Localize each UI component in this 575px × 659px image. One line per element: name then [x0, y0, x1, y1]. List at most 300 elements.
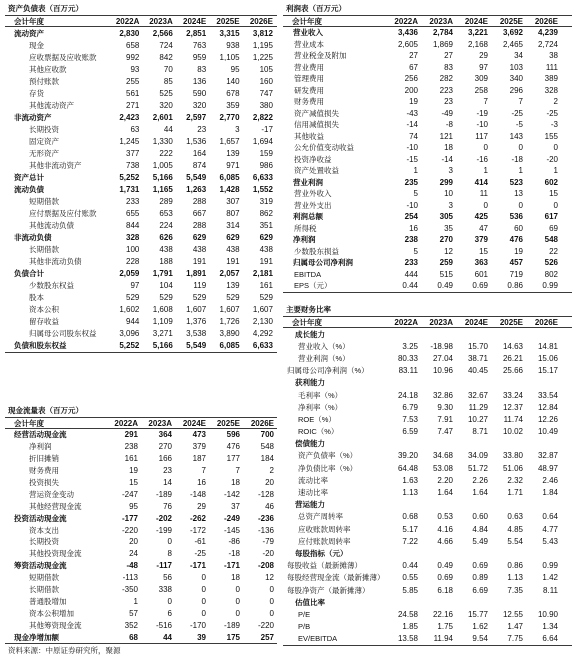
row-value: 164	[192, 148, 207, 158]
row-value: 5.54	[507, 536, 523, 546]
table-row	[283, 365, 572, 377]
row-value: 0.44	[402, 561, 418, 571]
row-value: 1,245	[119, 136, 140, 146]
row-label: 利润总额	[293, 212, 323, 222]
row-value: 0.99	[542, 281, 558, 291]
row-value: 2,724	[537, 39, 558, 49]
row-value: -43	[406, 108, 418, 118]
row-value: -79	[262, 537, 274, 547]
row-value: 351	[259, 221, 273, 231]
row-value: 328	[544, 85, 558, 95]
row-value: 233	[126, 196, 140, 206]
financial-ratios-title: 主要财务比率	[286, 305, 331, 314]
row-label: 长期投资	[29, 124, 59, 134]
row-label: 归属母公司股东权益	[29, 329, 97, 339]
table-row	[5, 220, 277, 232]
row-value: 3,538	[186, 329, 207, 339]
row-label: 非流动资产	[14, 112, 52, 122]
table-row	[283, 462, 572, 474]
row-value: 0.86	[507, 561, 523, 571]
row-value: 3	[448, 200, 453, 210]
row-value: 807	[226, 208, 240, 218]
column-header-year: 2024E	[182, 418, 206, 428]
row-value: -15	[406, 154, 418, 164]
row-value: 40.45	[467, 366, 488, 376]
row-value: 11.74	[503, 414, 523, 424]
table-row	[283, 142, 572, 154]
row-value: 2	[553, 97, 558, 107]
row-value: 187	[192, 454, 206, 464]
row-value: 1,109	[152, 317, 173, 327]
row-value: 380	[259, 100, 273, 110]
row-value: 9.54	[472, 634, 488, 644]
row-value: -247	[121, 489, 138, 499]
row-label: 营业利润（%）	[298, 353, 350, 363]
row-value: 305	[439, 212, 453, 222]
row-value: 2,784	[432, 28, 453, 38]
table-row	[283, 73, 572, 85]
row-value: 0.64	[542, 512, 558, 522]
row-value: -249	[223, 513, 240, 523]
header-label: 会计年度	[292, 317, 322, 327]
row-value: 282	[439, 74, 453, 84]
table-row	[283, 85, 572, 97]
financial-ratios-rows	[283, 328, 572, 646]
row-value: 526	[544, 258, 558, 268]
row-value: 33.24	[502, 390, 523, 400]
row-value: 3,812	[252, 28, 273, 38]
row-value: 309	[474, 74, 488, 84]
row-value: 13	[514, 189, 523, 199]
row-value: 629	[226, 233, 240, 243]
row-label: P/E	[298, 609, 311, 619]
row-label: 净负债比率（%）	[298, 463, 358, 473]
row-label: 投资活动现金流	[14, 513, 67, 523]
row-value: 5,252	[119, 341, 140, 351]
row-value: 26.21	[502, 353, 523, 363]
row-value: 53.08	[432, 463, 453, 473]
row-value: 83	[444, 62, 453, 72]
row-value: 255	[126, 76, 140, 86]
cash-flow-table	[5, 405, 277, 644]
row-value: 235	[404, 177, 418, 187]
row-value: 0	[201, 573, 206, 583]
row-value: 1,428	[219, 184, 240, 194]
row-value: 155	[544, 131, 558, 141]
row-label: 其他筹资现金流	[29, 620, 82, 630]
row-value: 1	[133, 596, 138, 606]
row-value: 5,549	[186, 341, 207, 351]
row-value: 35	[444, 223, 453, 233]
row-value: -20	[262, 549, 274, 559]
row-value: 414	[474, 177, 488, 187]
row-value: 0	[235, 608, 240, 618]
income-statement-rows	[283, 27, 572, 293]
row-label: 营业利润	[293, 177, 323, 187]
row-value: 4,239	[537, 28, 558, 38]
column-header-year: 2024E	[464, 317, 488, 327]
row-value: 379	[192, 442, 206, 452]
table-row	[5, 159, 277, 171]
cash-flow-rows	[5, 429, 277, 644]
section-row	[283, 27, 572, 39]
row-value: 291	[124, 430, 138, 440]
section-row	[283, 257, 572, 269]
row-value: 0.49	[437, 281, 453, 291]
row-label: 财务费用	[294, 97, 324, 107]
row-value: 0	[483, 200, 488, 210]
row-value: -48	[126, 561, 138, 571]
row-value: 95	[230, 64, 240, 74]
row-value: 700	[260, 430, 274, 440]
row-value: 338	[158, 585, 172, 595]
table-row	[5, 244, 277, 256]
row-value: -171	[189, 561, 206, 571]
table-row	[5, 607, 277, 619]
row-value: 328	[126, 233, 140, 243]
row-value: 12.55	[502, 609, 523, 619]
row-value: 12	[444, 246, 453, 256]
row-value: 5.49	[472, 536, 488, 546]
row-label: 预付账款	[29, 76, 59, 86]
row-label: 经营活动现金流	[14, 430, 67, 440]
row-value: 191	[259, 257, 273, 267]
row-label: ROIC（%）	[298, 427, 339, 437]
row-value: 39	[197, 632, 206, 642]
row-value: 724	[159, 40, 173, 50]
row-value: 7.35	[507, 585, 523, 595]
row-label: 无形资产	[29, 148, 59, 158]
table-row	[283, 401, 572, 413]
row-value: 22.16	[432, 609, 453, 619]
row-label: 留存收益	[29, 317, 59, 327]
row-value: 200	[404, 85, 418, 95]
row-value: 10	[444, 189, 453, 199]
row-label: EPS（元）	[294, 281, 332, 291]
row-label: 其他经营现金流	[29, 501, 82, 511]
row-value: 2.20	[437, 475, 453, 485]
row-value: 655	[126, 208, 140, 218]
row-value: 12.84	[537, 402, 558, 412]
row-label: 估值比率	[295, 597, 325, 607]
table-row	[283, 584, 572, 596]
row-value: -170	[189, 620, 206, 630]
row-value: 548	[544, 235, 558, 245]
row-value: -18	[228, 549, 240, 559]
row-value: 83	[197, 64, 207, 74]
row-label: 公允价值变动收益	[294, 143, 354, 153]
row-value: -25	[511, 108, 523, 118]
row-label: 流动资产	[14, 28, 44, 38]
row-value: 0.55	[402, 573, 418, 583]
row-value: 7	[235, 466, 240, 476]
row-label: 归属母公司净利润（%）	[287, 366, 369, 376]
income-statement-title: 利润表（百万元）	[286, 4, 346, 13]
row-value: 438	[192, 245, 207, 255]
row-value: 0.53	[437, 512, 453, 522]
row-value: 27.04	[432, 353, 453, 363]
row-value: 161	[124, 454, 138, 464]
row-value: 2,423	[119, 112, 140, 122]
row-value: 1,195	[252, 40, 273, 50]
table-row	[283, 340, 572, 352]
row-value: 1,608	[152, 305, 173, 315]
row-value: 18	[231, 478, 240, 487]
row-value: 24.18	[397, 390, 418, 400]
row-value: 27	[444, 51, 453, 61]
row-value: 3,692	[502, 28, 523, 38]
row-value: 1,552	[252, 184, 273, 194]
table-row	[5, 584, 277, 596]
row-value: 9.30	[437, 402, 453, 412]
row-value: 0	[553, 143, 558, 153]
row-value: 20	[265, 478, 274, 487]
row-value: 2,465	[502, 39, 523, 49]
row-value: 425	[474, 212, 488, 222]
row-label: 净利率（%）	[298, 402, 343, 412]
row-label: 营业外支出	[294, 200, 332, 210]
column-header-year: 2022A	[394, 317, 418, 327]
row-value: 0.69	[472, 561, 488, 571]
row-value: 2.32	[507, 475, 523, 485]
column-header-year: 2026E	[534, 317, 558, 327]
row-value: 359	[226, 100, 240, 110]
table-row	[5, 488, 277, 500]
row-value: 38.71	[467, 353, 488, 363]
row-value: 874	[192, 160, 207, 170]
row-value: 23	[444, 97, 453, 107]
row-value: 69	[549, 223, 558, 233]
table-row	[283, 108, 572, 120]
row-value: 314	[226, 221, 240, 231]
row-label: 应收票据及应收账款	[29, 52, 97, 62]
row-label: 速动比率	[298, 488, 328, 498]
row-label: 每股指标（元）	[295, 548, 348, 558]
row-value: -189	[155, 489, 172, 499]
row-value: 678	[226, 88, 240, 98]
row-value: -172	[189, 525, 206, 535]
table-row	[283, 560, 572, 572]
table-row	[5, 280, 277, 292]
row-value: -10	[406, 143, 418, 153]
table-row	[283, 165, 572, 177]
row-value: 529	[259, 293, 273, 303]
column-header-year: 2025E	[216, 418, 240, 428]
row-value: 0	[553, 200, 558, 210]
row-value: 6.64	[542, 634, 558, 644]
row-value: 2,130	[252, 317, 273, 327]
row-value: 222	[159, 148, 173, 158]
header-label: 会计年度	[14, 16, 44, 26]
row-value: 1,165	[152, 184, 173, 194]
row-value: 191	[226, 257, 240, 267]
table-row	[5, 87, 277, 99]
row-label: P/B	[298, 622, 311, 632]
cash-flow-title: 现金流量表（百万元）	[8, 406, 83, 415]
row-value: 2,057	[219, 269, 240, 279]
row-value: -128	[257, 489, 274, 499]
table-row	[283, 426, 572, 438]
row-value: 24.58	[397, 609, 418, 619]
table-row	[5, 292, 277, 304]
row-value: 476	[226, 442, 240, 452]
row-value: 719	[509, 269, 523, 279]
row-value: 1.64	[472, 488, 488, 498]
row-label: 负债和股东权益	[14, 341, 67, 351]
row-value: 1.71	[507, 488, 523, 498]
table-row	[5, 453, 277, 465]
table-row	[283, 413, 572, 425]
row-value: -86	[228, 537, 240, 547]
column-header-year: 2024E	[464, 16, 488, 26]
row-label: 净利润	[293, 235, 316, 245]
financial-ratios-header-row	[283, 316, 572, 328]
row-value: 0	[518, 200, 523, 210]
row-value: 1.64	[437, 488, 453, 498]
row-value: 3,315	[219, 28, 240, 38]
row-value: -18	[511, 154, 523, 164]
header-label: 会计年度	[292, 16, 322, 26]
row-value: 4.84	[472, 524, 488, 534]
table-row	[5, 63, 277, 75]
row-label: 总资产周转率	[298, 512, 343, 522]
row-value: -189	[223, 620, 240, 630]
row-value: 11	[479, 189, 488, 199]
row-value: 1.34	[542, 622, 558, 632]
table-row	[5, 500, 277, 512]
row-label: 营业费用	[294, 62, 324, 72]
section-row	[283, 547, 572, 559]
row-value: 223	[439, 85, 453, 95]
row-value: 0.89	[472, 573, 488, 583]
row-label: 现金	[29, 40, 44, 50]
row-value: 6,085	[219, 172, 240, 182]
row-value: 63	[130, 124, 140, 134]
row-value: 1.13	[402, 488, 418, 498]
row-label: 营业收入（%）	[298, 341, 350, 351]
row-value: 10.90	[537, 609, 558, 619]
row-value: 944	[126, 317, 140, 327]
row-value: 5	[413, 189, 418, 199]
row-value: 2,770	[219, 112, 240, 122]
row-value: 74	[409, 131, 418, 141]
section-row	[283, 499, 572, 511]
row-value: 0.99	[542, 561, 558, 571]
row-value: 140	[226, 76, 240, 86]
row-value: 5,252	[119, 172, 140, 182]
row-value: 1,005	[152, 160, 173, 170]
row-value: 257	[260, 632, 274, 642]
row-value: 0	[269, 585, 274, 595]
row-value: 1,602	[119, 305, 140, 315]
table-row	[283, 352, 572, 364]
row-value: 1,791	[152, 269, 173, 279]
table-row	[5, 135, 277, 147]
row-label: 资本支出	[29, 525, 59, 535]
row-label: EV/EBITDA	[298, 634, 338, 644]
row-value: 1,607	[186, 305, 207, 315]
row-value: 70	[163, 64, 173, 74]
row-value: 1,694	[252, 136, 273, 146]
row-value: 121	[439, 131, 453, 141]
row-value: 12.37	[502, 402, 523, 412]
row-value: 0	[483, 143, 488, 153]
column-header-year: 2023A	[148, 418, 172, 428]
row-value: 548	[260, 442, 274, 452]
row-label: 普通股增加	[29, 596, 67, 606]
row-value: 6.18	[437, 585, 453, 595]
row-value: 7.22	[402, 536, 418, 546]
income-statement-table	[283, 3, 572, 293]
row-value: -49	[441, 108, 453, 118]
row-value: 44	[163, 632, 172, 642]
row-value: 438	[226, 245, 240, 255]
row-value: 228	[126, 257, 140, 267]
row-value: 2,601	[152, 112, 173, 122]
row-value: 0	[201, 596, 206, 606]
row-value: 29	[479, 51, 488, 61]
row-value: 6.59	[402, 427, 418, 437]
row-value: 1.42	[542, 573, 558, 583]
row-value: 15	[129, 478, 138, 487]
row-value: 0.63	[507, 512, 523, 522]
row-value: 16	[409, 223, 418, 233]
row-value: 3,890	[219, 329, 240, 339]
row-label: 成长能力	[295, 329, 325, 339]
row-value: 3,436	[397, 28, 418, 38]
row-value: 2,597	[186, 112, 207, 122]
section-row	[283, 438, 572, 450]
balance-sheet-header-row	[5, 15, 277, 27]
row-value: 11.94	[433, 634, 453, 644]
row-value: 15.77	[467, 609, 488, 619]
row-label: 营业外收入	[294, 189, 332, 199]
row-label: 流动负债	[14, 184, 44, 194]
row-value: 1.84	[542, 488, 558, 498]
row-value: -3	[550, 120, 558, 130]
row-value: -516	[155, 620, 172, 630]
row-value: 2,168	[467, 39, 488, 49]
column-header-year: 2023A	[429, 317, 453, 327]
row-label: 固定资产	[29, 136, 59, 146]
row-value: 6	[167, 608, 172, 618]
row-value: 1	[413, 166, 418, 176]
table-row	[5, 75, 277, 87]
row-value: 1,607	[219, 305, 240, 315]
row-value: 364	[158, 430, 172, 440]
row-value: 224	[159, 221, 173, 231]
row-value: 7.47	[437, 427, 453, 437]
row-value: 288	[192, 221, 207, 231]
row-value: 271	[126, 100, 140, 110]
row-label: 其他流动资产	[29, 100, 74, 110]
row-label: 资产负债率（%）	[298, 451, 358, 461]
row-value: 10.96	[432, 366, 453, 376]
row-value: 161	[259, 281, 273, 291]
row-value: 352	[124, 620, 138, 630]
row-value: -61	[194, 537, 206, 547]
row-value: 15.06	[537, 353, 558, 363]
row-value: 34	[514, 51, 523, 61]
table-row	[283, 474, 572, 486]
column-header-year: 2023A	[429, 16, 453, 26]
row-value: 938	[226, 40, 240, 50]
row-value: 0.68	[402, 512, 418, 522]
table-row	[283, 188, 572, 200]
section-row	[5, 232, 277, 244]
row-value: 44	[163, 124, 173, 134]
row-label: 应付账款周转率	[298, 536, 351, 546]
